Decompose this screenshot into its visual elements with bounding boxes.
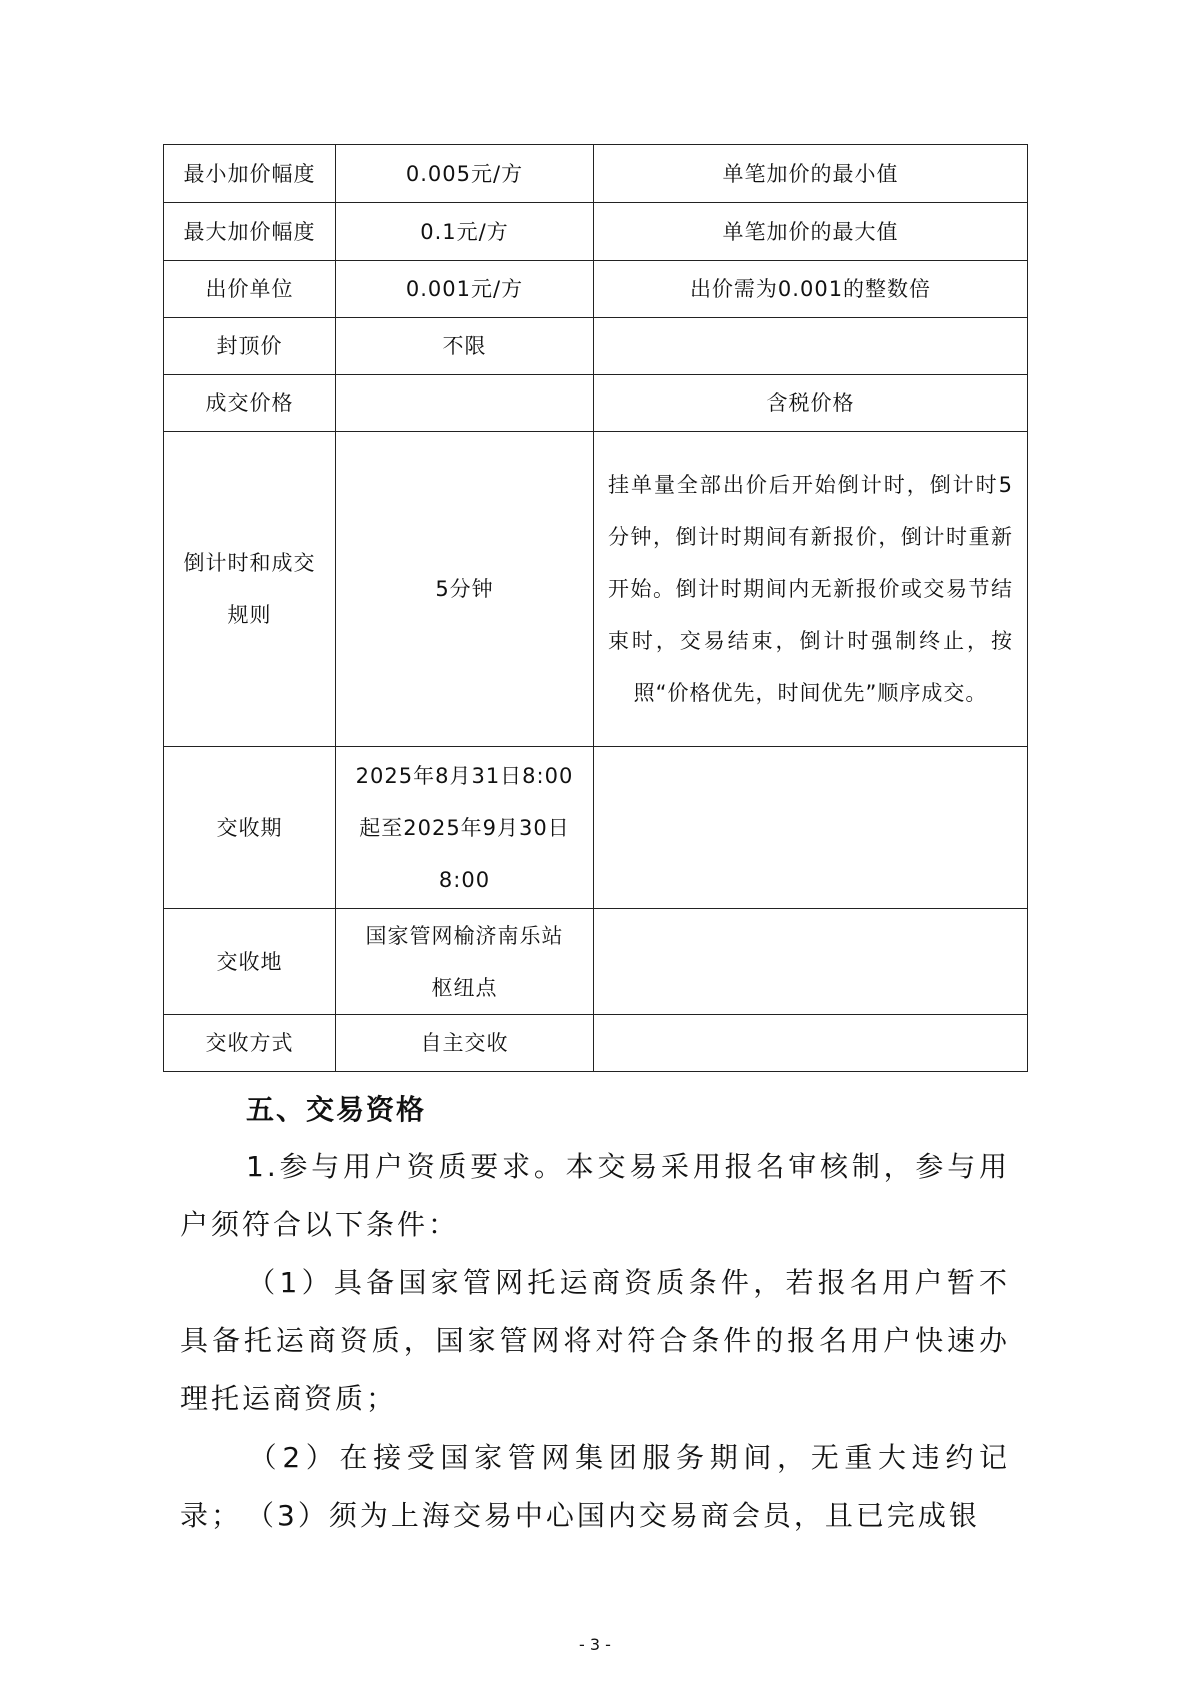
- row-value: 自主交收: [336, 1015, 594, 1072]
- row-value: 0.001元/方: [336, 261, 594, 318]
- row-value: [336, 747, 594, 909]
- table-row: [164, 747, 1028, 909]
- row-value: 0.005元/方: [336, 145, 594, 203]
- paragraph: [180, 1487, 1010, 1545]
- row-note: 单笔加价的最小值: [594, 145, 1028, 203]
- table-row: [164, 1015, 1028, 1072]
- row-note: 出价需为0.001的整数倍: [594, 261, 1028, 318]
- table-row: [164, 261, 1028, 318]
- row-value-line: 起至2025年9月30日: [359, 815, 570, 840]
- row-item: 封顶价: [164, 318, 336, 375]
- row-note: 单笔加价的最大值: [594, 203, 1028, 261]
- section-heading: 五、交易资格: [246, 1093, 427, 1126]
- paragraph: [180, 1138, 1010, 1254]
- paragraph: [180, 1254, 1010, 1428]
- table-row: [164, 145, 1028, 203]
- row-item: [164, 432, 336, 747]
- table-row: [164, 432, 1028, 747]
- paragraph-text: （3）须为上海交易中心国内交易商会员，且已完成银: [246, 1499, 980, 1532]
- row-item: 交收方式: [164, 1015, 336, 1072]
- row-item-line: 倒计时和成交: [183, 551, 316, 575]
- table-row: [164, 375, 1028, 432]
- paragraph-text: 1.参与用户资质要求。本交易采用报名审核制，参与用户须符合以下条件：: [180, 1150, 1010, 1241]
- table-row: [164, 909, 1028, 1015]
- table-row: [164, 203, 1028, 261]
- paragraph-text: （1）具备国家管网托运商资质条件，若报名用户暂不具备托运商资质，国家管网将对符合条件的报名用户快速办理托运商资质；: [180, 1266, 1010, 1415]
- row-note: [594, 318, 1028, 375]
- paragraph-text: （2）在接受国家管网集团服务期间，无重大违约记录；: [180, 1441, 1010, 1532]
- row-value: 0.1元/方: [336, 203, 594, 261]
- row-note: 挂单量全部出价后开始倒计时，倒计时5分钟，倒计时期间有新报价，倒计时重新开始。倒计时期间内无新报价或交易节结束时，交易结束，倒计时强制终止，按照“价格优先，时间优先”顺序成交。: [594, 432, 1028, 747]
- row-note: [594, 747, 1028, 909]
- row-value-line: 8:00: [438, 867, 491, 892]
- row-value: [336, 375, 594, 432]
- table-row: [164, 318, 1028, 375]
- row-value-line: 枢纽点: [431, 975, 498, 1000]
- row-value-line: 国家管网榆济南乐站: [365, 923, 564, 948]
- row-value: 5分钟: [336, 432, 594, 747]
- trading-parameters-table: [163, 144, 1028, 1072]
- row-value: 不限: [336, 318, 594, 375]
- row-note: [594, 1015, 1028, 1072]
- row-item-line: 规则: [227, 603, 272, 627]
- row-item: 最大加价幅度: [164, 203, 336, 261]
- row-item: 交收地: [164, 909, 336, 1015]
- page-number: - 3 -: [579, 1635, 611, 1654]
- row-item: 成交价格: [164, 375, 336, 432]
- row-item: 出价单位: [164, 261, 336, 318]
- row-item: 交收期: [164, 747, 336, 909]
- row-value: [336, 909, 594, 1015]
- row-note: [594, 909, 1028, 1015]
- row-item: 最小加价幅度: [164, 145, 336, 203]
- row-value-line: 2025年8月31日8:00: [355, 763, 574, 788]
- row-note: 含税价格: [594, 375, 1028, 432]
